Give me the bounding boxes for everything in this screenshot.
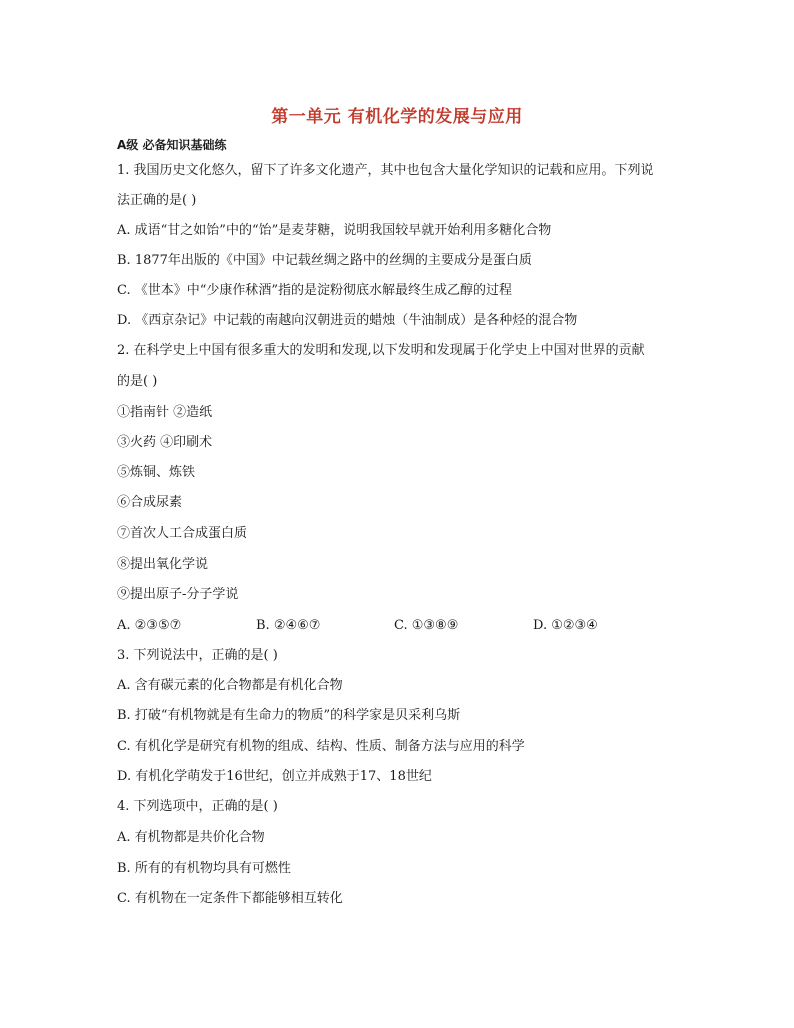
q2-stem-line2: 的是( ) bbox=[117, 374, 158, 389]
q2-item: ⑨提出原子-分子学说 bbox=[117, 587, 239, 602]
q2-option-c: C. ①③⑧⑨ bbox=[394, 618, 459, 633]
q2-option-d: D. ①②③④ bbox=[533, 618, 598, 633]
q2-option-a: A. ②③⑤⑦ bbox=[117, 618, 182, 633]
q2-item: ⑥合成尿素 bbox=[117, 495, 183, 510]
q2-item: ⑤炼铜、炼铁 bbox=[117, 465, 196, 480]
q2-item: ①指南针 ②造纸 bbox=[117, 405, 213, 420]
q1-option-b: B. 1877年出版的《中国》中记载丝绸之路中的丝绸的主要成分是蛋白质 bbox=[117, 253, 532, 268]
q1-option-c: C. 《世本》中“少康作秫酒”指的是淀粉彻底水解最终生成乙醇的过程 bbox=[117, 283, 513, 298]
q2-item: ⑧提出氧化学说 bbox=[117, 557, 209, 572]
q2-item: ⑦首次人工合成蛋白质 bbox=[117, 526, 248, 541]
q2-item: ③火药 ④印刷术 bbox=[117, 435, 213, 450]
q4-option-c: C. 有机物在一定条件下都能够相互转化 bbox=[117, 891, 343, 906]
q2-stem-line1: 2. 在科学史上中国有很多重大的发明和发现,以下发明和发现属于化学史上中国对世界的贡献 bbox=[117, 343, 645, 358]
q1-option-d: D. 《西京杂记》中记载的南越向汉朝进贡的蜡烛（牛油制成）是各种烃的混合物 bbox=[117, 313, 578, 328]
q3-option-d: D. 有机化学萌发于16世纪，创立并成熟于17、18世纪 bbox=[117, 769, 432, 784]
section-heading: A级 必备知识基础练 bbox=[117, 138, 227, 152]
page-title: 第一单元 有机化学的发展与应用 bbox=[271, 107, 523, 127]
q4-stem: 4. 下列选项中，正确的是( ) bbox=[117, 799, 278, 814]
q3-option-a: A. 含有碳元素的化合物都是有机化合物 bbox=[117, 678, 343, 693]
q2-option-b: B. ②④⑥⑦ bbox=[256, 618, 321, 633]
q4-option-a: A. 有机物都是共价化合物 bbox=[117, 830, 265, 845]
q1-stem-line2: 法正确的是( ) bbox=[117, 193, 197, 208]
q1-option-a: A. 成语“甘之如饴”中的“饴”是麦芽糖，说明我国较早就开始利用多糖化合物 bbox=[117, 223, 552, 238]
q1-stem-line1: 1. 我国历史文化悠久，留下了许多文化遗产，其中也包含大量化学知识的记载和应用。下列说 bbox=[117, 163, 654, 178]
q4-option-b: B. 所有的有机物均具有可燃性 bbox=[117, 861, 291, 876]
q3-option-b: B. 打破“有机物就是有生命力的物质”的科学家是贝采利乌斯 bbox=[117, 708, 461, 723]
q3-option-c: C. 有机化学是研究有机物的组成、结构、性质、制备方法与应用的科学 bbox=[117, 739, 525, 754]
q3-stem: 3. 下列说法中，正确的是( ) bbox=[117, 648, 278, 663]
